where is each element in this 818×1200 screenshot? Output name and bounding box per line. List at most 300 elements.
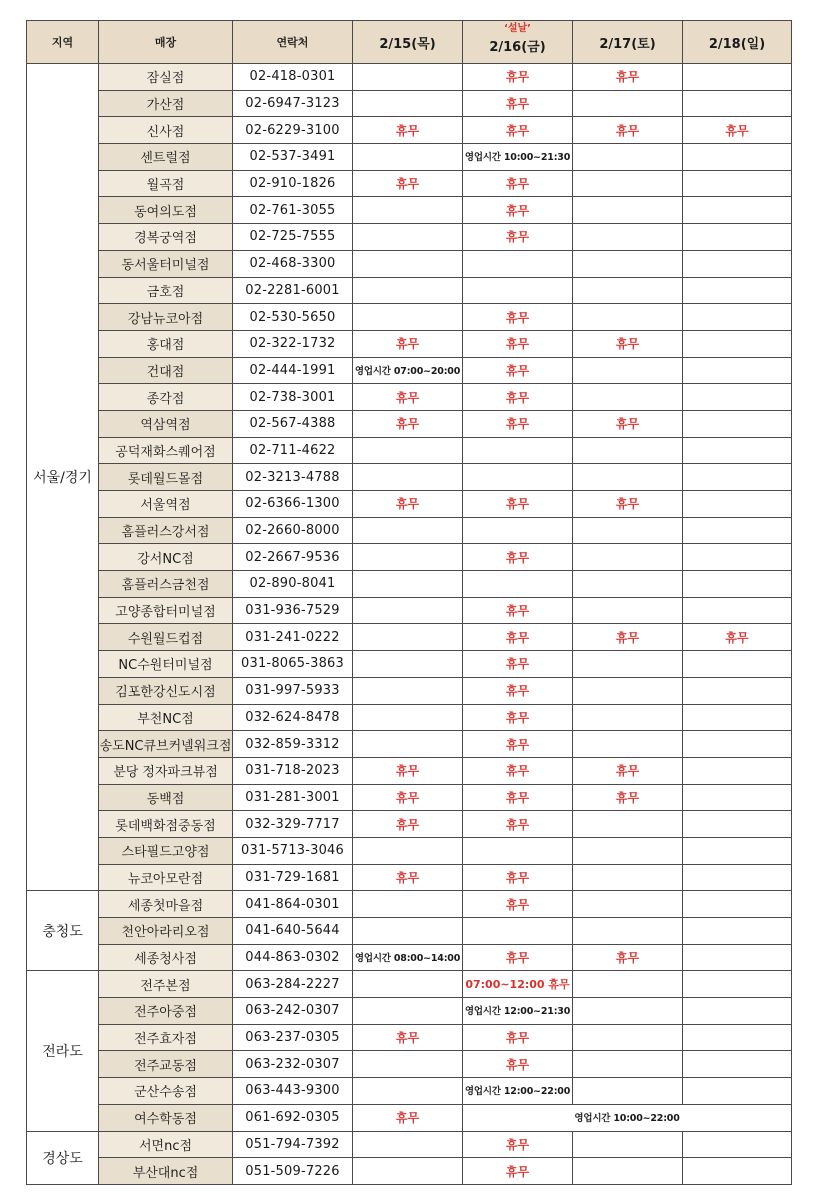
day4-cell bbox=[683, 517, 792, 544]
store-phone: 051-794-7392 bbox=[233, 1131, 353, 1158]
day1-cell bbox=[353, 998, 463, 1025]
store-phone: 031-241-0222 bbox=[233, 624, 353, 651]
day3-cell bbox=[573, 144, 683, 171]
table-row bbox=[27, 757, 792, 784]
store-phone: 031-281-3001 bbox=[233, 784, 353, 811]
store-name: 김포한강신도시점 bbox=[99, 677, 233, 704]
day1-cell bbox=[353, 1158, 463, 1185]
day1-cell bbox=[353, 651, 463, 678]
table-row bbox=[27, 998, 792, 1025]
store-phone: 02-444-1991 bbox=[233, 357, 353, 384]
day4-cell bbox=[683, 1158, 792, 1185]
store-phone: 063-284-2227 bbox=[233, 971, 353, 998]
table-row bbox=[27, 597, 792, 624]
day2-cell bbox=[463, 544, 573, 571]
day2-cell bbox=[463, 784, 573, 811]
day4-cell bbox=[683, 1051, 792, 1078]
day1-cell bbox=[353, 544, 463, 571]
day2-cell bbox=[463, 384, 573, 411]
day1-cell bbox=[353, 144, 463, 171]
day1-cell bbox=[353, 918, 463, 945]
day1-cell bbox=[353, 437, 463, 464]
day3-cell bbox=[573, 117, 683, 144]
table-row bbox=[27, 651, 792, 678]
closed-label: 휴무 bbox=[395, 390, 420, 405]
closed-label: 휴무 bbox=[395, 1031, 420, 1046]
day3-cell bbox=[573, 1024, 683, 1051]
closed-label: 휴무 bbox=[505, 657, 530, 672]
store-holiday-schedule bbox=[26, 20, 792, 1185]
store-name: 송도NC큐브커넬워크점 bbox=[99, 731, 233, 758]
store-name: 군산수송점 bbox=[99, 1078, 233, 1105]
store-phone: 031-5713-3046 bbox=[233, 837, 353, 864]
closed-label: 휴무 bbox=[505, 310, 530, 325]
store-name: 여수학동점 bbox=[99, 1104, 233, 1131]
day1-cell bbox=[353, 624, 463, 651]
day2-cell bbox=[463, 624, 573, 651]
store-name: 동서울터미널점 bbox=[99, 250, 233, 277]
store-phone: 02-2667-9536 bbox=[233, 544, 353, 571]
day2-cell bbox=[463, 117, 573, 144]
closed-label: 휴무 bbox=[505, 710, 530, 725]
day4-cell bbox=[683, 731, 792, 758]
day3-cell bbox=[573, 384, 683, 411]
day3-cell bbox=[573, 410, 683, 437]
store-phone: 031-936-7529 bbox=[233, 597, 353, 624]
store-phone: 02-537-3491 bbox=[233, 144, 353, 171]
store-phone: 02-6229-3100 bbox=[233, 117, 353, 144]
days-span-cell bbox=[463, 1104, 792, 1131]
hours-note: 영업시간 10:00~22:00 bbox=[574, 1113, 680, 1125]
day4-cell bbox=[683, 1131, 792, 1158]
day4-cell bbox=[683, 197, 792, 224]
day1-cell bbox=[353, 330, 463, 357]
day3-cell bbox=[573, 757, 683, 784]
table-row bbox=[27, 677, 792, 704]
store-name: 잠실점 bbox=[99, 64, 233, 91]
store-name: 역삼역점 bbox=[99, 410, 233, 437]
store-name: 세종첫마을점 bbox=[99, 891, 233, 918]
table-row bbox=[27, 811, 792, 838]
closed-label: 휴무 bbox=[505, 604, 530, 619]
store-name: 홈플러스강서점 bbox=[99, 517, 233, 544]
store-name: 수원월드컵점 bbox=[99, 624, 233, 651]
day4-cell bbox=[683, 971, 792, 998]
day2-cell bbox=[463, 330, 573, 357]
closed-label: 휴무 bbox=[505, 764, 530, 779]
store-phone: 031-718-2023 bbox=[233, 757, 353, 784]
table-row bbox=[27, 90, 792, 117]
header-region: 지역 bbox=[27, 21, 99, 64]
table-row bbox=[27, 304, 792, 331]
day3-cell bbox=[573, 891, 683, 918]
table-row bbox=[27, 170, 792, 197]
day2-cell bbox=[463, 1078, 573, 1105]
day3-cell bbox=[573, 624, 683, 651]
table-row bbox=[27, 144, 792, 171]
table-row bbox=[27, 864, 792, 891]
header-day2-date: 2/16(금) bbox=[489, 39, 546, 55]
day4-cell bbox=[683, 491, 792, 518]
store-name: 전주아중점 bbox=[99, 998, 233, 1025]
closed-label: 휴무 bbox=[615, 123, 640, 138]
day2-cell bbox=[463, 491, 573, 518]
store-phone: 02-322-1732 bbox=[233, 330, 353, 357]
store-phone: 02-468-3300 bbox=[233, 250, 353, 277]
day2-cell bbox=[463, 304, 573, 331]
closed-label: 휴무 bbox=[395, 337, 420, 352]
day4-cell bbox=[683, 64, 792, 91]
table-row bbox=[27, 624, 792, 651]
day2-cell bbox=[463, 517, 573, 544]
store-name: 건대점 bbox=[99, 357, 233, 384]
store-phone: 063-242-0307 bbox=[233, 998, 353, 1025]
closed-label: 휴무 bbox=[395, 123, 420, 138]
table-row bbox=[27, 1104, 792, 1131]
closed-label: 휴무 bbox=[505, 870, 530, 885]
store-phone: 02-6366-1300 bbox=[233, 491, 353, 518]
day4-cell bbox=[683, 624, 792, 651]
day2-cell bbox=[463, 464, 573, 491]
closed-label: 휴무 bbox=[505, 550, 530, 565]
day4-cell bbox=[683, 144, 792, 171]
header-store: 매장 bbox=[99, 21, 233, 64]
region-cell: 경상도 bbox=[27, 1131, 99, 1184]
closed-label: 휴무 bbox=[725, 123, 749, 138]
day4-cell bbox=[683, 277, 792, 304]
region-cell: 충청도 bbox=[27, 891, 99, 971]
table-row bbox=[27, 731, 792, 758]
day2-cell bbox=[463, 837, 573, 864]
table-row bbox=[27, 837, 792, 864]
day3-cell bbox=[573, 1131, 683, 1158]
day2-cell bbox=[463, 918, 573, 945]
day3-cell bbox=[573, 944, 683, 971]
day4-cell bbox=[683, 811, 792, 838]
table-row bbox=[27, 544, 792, 571]
day2-cell bbox=[463, 277, 573, 304]
store-phone: 02-761-3055 bbox=[233, 197, 353, 224]
closed-label: 휴무 bbox=[615, 417, 640, 432]
closed-label: 휴무 bbox=[505, 1164, 530, 1179]
closed-label: 휴무 bbox=[505, 337, 530, 352]
day4-cell bbox=[683, 784, 792, 811]
store-phone: 061-692-0305 bbox=[233, 1104, 353, 1131]
day2-cell bbox=[463, 757, 573, 784]
day1-cell bbox=[353, 1051, 463, 1078]
closed-label: 휴무 bbox=[615, 70, 640, 85]
day1-cell bbox=[353, 1104, 463, 1131]
closed-label: 휴무 bbox=[505, 790, 530, 805]
day2-cell bbox=[463, 90, 573, 117]
closed-label: 휴무 bbox=[505, 177, 530, 192]
table-row bbox=[27, 64, 792, 91]
day2-cell bbox=[463, 597, 573, 624]
day1-cell bbox=[353, 891, 463, 918]
store-name: 스타필드고양점 bbox=[99, 837, 233, 864]
store-name: 천안아라리오점 bbox=[99, 918, 233, 945]
day3-cell bbox=[573, 491, 683, 518]
closed-label: 휴무 bbox=[395, 817, 420, 832]
day1-cell bbox=[353, 677, 463, 704]
day4-cell bbox=[683, 677, 792, 704]
day3-cell bbox=[573, 1078, 683, 1105]
table-row bbox=[27, 250, 792, 277]
day3-cell bbox=[573, 731, 683, 758]
closed-label: 휴무 bbox=[505, 897, 530, 912]
day1-cell bbox=[353, 117, 463, 144]
day1-cell bbox=[353, 197, 463, 224]
day2-cell bbox=[463, 651, 573, 678]
store-phone: 031-729-1681 bbox=[233, 864, 353, 891]
day4-cell bbox=[683, 224, 792, 251]
table-row bbox=[27, 944, 792, 971]
day4-cell bbox=[683, 891, 792, 918]
store-name: 동백점 bbox=[99, 784, 233, 811]
day3-cell bbox=[573, 1158, 683, 1185]
store-phone: 044-863-0302 bbox=[233, 944, 353, 971]
day1-cell bbox=[353, 597, 463, 624]
day4-cell bbox=[683, 704, 792, 731]
store-name: 부산대nc점 bbox=[99, 1158, 233, 1185]
closed-label: 휴무 bbox=[505, 630, 530, 645]
day3-cell bbox=[573, 651, 683, 678]
store-name: 센트럴점 bbox=[99, 144, 233, 171]
closed-label: 휴무 bbox=[505, 203, 530, 218]
store-name: 전주교동점 bbox=[99, 1051, 233, 1078]
table-row bbox=[27, 277, 792, 304]
closed-label: 휴무 bbox=[395, 870, 420, 885]
day4-cell bbox=[683, 1024, 792, 1051]
day3-cell bbox=[573, 64, 683, 91]
day1-cell bbox=[353, 64, 463, 91]
day1-cell bbox=[353, 837, 463, 864]
day3-cell bbox=[573, 571, 683, 598]
day3-cell bbox=[573, 464, 683, 491]
day4-cell bbox=[683, 757, 792, 784]
schedule-table bbox=[26, 20, 792, 1185]
day3-cell bbox=[573, 517, 683, 544]
store-name: 서울역점 bbox=[99, 491, 233, 518]
store-phone: 063-443-9300 bbox=[233, 1078, 353, 1105]
hours-note: 영업시간 10:00~21:30 bbox=[464, 152, 571, 164]
store-name: 종각점 bbox=[99, 384, 233, 411]
day3-cell bbox=[573, 864, 683, 891]
store-name: NC수원터미널점 bbox=[99, 651, 233, 678]
schedule-body bbox=[27, 64, 792, 1185]
day4-cell bbox=[683, 1078, 792, 1105]
day3-cell bbox=[573, 277, 683, 304]
day1-cell bbox=[353, 224, 463, 251]
store-name: 롯데월드몰점 bbox=[99, 464, 233, 491]
closed-label: 휴무 bbox=[505, 684, 530, 699]
store-name: 전주효자점 bbox=[99, 1024, 233, 1051]
store-name: 롯데백화점중동점 bbox=[99, 811, 233, 838]
store-phone: 041-864-0301 bbox=[233, 891, 353, 918]
store-phone: 032-624-8478 bbox=[233, 704, 353, 731]
day2-cell bbox=[463, 224, 573, 251]
day1-cell bbox=[353, 944, 463, 971]
day2-cell bbox=[463, 971, 573, 998]
day4-cell bbox=[683, 357, 792, 384]
store-phone: 02-890-8041 bbox=[233, 571, 353, 598]
holiday-label: ‘설날’ bbox=[504, 22, 531, 34]
store-phone: 02-2281-6001 bbox=[233, 277, 353, 304]
closed-label: 휴무 bbox=[505, 737, 530, 752]
table-row bbox=[27, 704, 792, 731]
day1-cell bbox=[353, 757, 463, 784]
store-name: 공덕재화스퀘어점 bbox=[99, 437, 233, 464]
closed-label: 휴무 bbox=[505, 97, 530, 112]
store-name: 홍대점 bbox=[99, 330, 233, 357]
closed-label: 휴무 bbox=[505, 951, 530, 966]
store-phone: 02-6947-3123 bbox=[233, 90, 353, 117]
day4-cell bbox=[683, 864, 792, 891]
table-row bbox=[27, 1158, 792, 1185]
closed-label: 휴무 bbox=[505, 1031, 530, 1046]
day2-cell bbox=[463, 1131, 573, 1158]
day2-cell bbox=[463, 64, 573, 91]
table-row bbox=[27, 437, 792, 464]
closed-label: 휴무 bbox=[505, 497, 530, 512]
day3-cell bbox=[573, 998, 683, 1025]
store-name: 부천NC점 bbox=[99, 704, 233, 731]
header-row bbox=[27, 21, 792, 64]
region-cell: 서울/경기 bbox=[27, 64, 99, 891]
day2-cell bbox=[463, 811, 573, 838]
closed-label: 휴무 bbox=[505, 363, 530, 378]
closed-label: 휴무 bbox=[505, 1137, 530, 1152]
table-row bbox=[27, 918, 792, 945]
day3-cell bbox=[573, 357, 683, 384]
store-name: 세종청사점 bbox=[99, 944, 233, 971]
day1-cell bbox=[353, 811, 463, 838]
day1-cell bbox=[353, 731, 463, 758]
day1-cell bbox=[353, 384, 463, 411]
store-phone: 032-329-7717 bbox=[233, 811, 353, 838]
day3-cell bbox=[573, 704, 683, 731]
day2-cell bbox=[463, 731, 573, 758]
day3-cell bbox=[573, 197, 683, 224]
day3-cell bbox=[573, 437, 683, 464]
day2-cell bbox=[463, 864, 573, 891]
day3-cell bbox=[573, 677, 683, 704]
day1-cell bbox=[353, 1024, 463, 1051]
store-name: 뉴코아모란점 bbox=[99, 864, 233, 891]
table-row bbox=[27, 117, 792, 144]
day2-cell bbox=[463, 704, 573, 731]
day1-cell bbox=[353, 971, 463, 998]
day4-cell bbox=[683, 597, 792, 624]
store-name: 서면nc점 bbox=[99, 1131, 233, 1158]
day2-cell bbox=[463, 170, 573, 197]
day4-cell bbox=[683, 170, 792, 197]
day3-cell bbox=[573, 811, 683, 838]
closed-label: 휴무 bbox=[615, 630, 640, 645]
table-row bbox=[27, 1024, 792, 1051]
table-row bbox=[27, 410, 792, 437]
store-phone: 063-232-0307 bbox=[233, 1051, 353, 1078]
day2-cell bbox=[463, 437, 573, 464]
hours-note: 영업시간 12:00~22:00 bbox=[464, 1086, 571, 1098]
closed-label: 휴무 bbox=[505, 390, 530, 405]
day3-cell bbox=[573, 971, 683, 998]
closed-label: 휴무 bbox=[725, 630, 749, 645]
store-phone: 051-509-7226 bbox=[233, 1158, 353, 1185]
closed-label: 휴무 bbox=[505, 417, 530, 432]
store-phone: 02-738-3001 bbox=[233, 384, 353, 411]
day1-cell bbox=[353, 864, 463, 891]
store-phone: 031-8065-3863 bbox=[233, 651, 353, 678]
table-row bbox=[27, 197, 792, 224]
table-row bbox=[27, 464, 792, 491]
store-phone: 02-725-7555 bbox=[233, 224, 353, 251]
region-cell: 전라도 bbox=[27, 971, 99, 1131]
closed-label: 휴무 bbox=[395, 764, 420, 779]
closed-label: 휴무 bbox=[615, 790, 640, 805]
closed-label: 휴무 bbox=[505, 123, 530, 138]
table-row bbox=[27, 1051, 792, 1078]
store-phone: 02-2660-8000 bbox=[233, 517, 353, 544]
table-row bbox=[27, 224, 792, 251]
table-row bbox=[27, 384, 792, 411]
day1-cell bbox=[353, 250, 463, 277]
store-name: 분당 정자파크뷰점 bbox=[99, 757, 233, 784]
day1-cell bbox=[353, 491, 463, 518]
store-phone: 031-997-5933 bbox=[233, 677, 353, 704]
day1-cell bbox=[353, 410, 463, 437]
store-phone: 02-910-1826 bbox=[233, 170, 353, 197]
store-phone: 02-567-4388 bbox=[233, 410, 353, 437]
day3-cell bbox=[573, 597, 683, 624]
closed-label: 휴무 bbox=[395, 417, 420, 432]
day2-cell bbox=[463, 144, 573, 171]
store-name: 홈플러스금천점 bbox=[99, 571, 233, 598]
closed-label: 휴무 bbox=[505, 70, 530, 85]
day1-cell bbox=[353, 784, 463, 811]
store-name: 전주본점 bbox=[99, 971, 233, 998]
day3-cell bbox=[573, 90, 683, 117]
day4-cell bbox=[683, 918, 792, 945]
table-row bbox=[27, 1131, 792, 1158]
store-name: 동여의도점 bbox=[99, 197, 233, 224]
store-phone: 063-237-0305 bbox=[233, 1024, 353, 1051]
store-name: 신사점 bbox=[99, 117, 233, 144]
store-name: 월곡점 bbox=[99, 170, 233, 197]
store-name: 금호점 bbox=[99, 277, 233, 304]
day4-cell bbox=[683, 384, 792, 411]
day4-cell bbox=[683, 571, 792, 598]
day2-cell bbox=[463, 998, 573, 1025]
store-name: 고양종합터미널점 bbox=[99, 597, 233, 624]
header-day1: 2/15(목) bbox=[353, 21, 463, 64]
closed-label: 휴무 bbox=[395, 1111, 420, 1126]
table-row bbox=[27, 330, 792, 357]
closed-label: 휴무 bbox=[505, 817, 530, 832]
closed-label: 휴무 bbox=[615, 951, 640, 966]
store-phone: 02-711-4622 bbox=[233, 437, 353, 464]
day4-cell bbox=[683, 837, 792, 864]
table-row bbox=[27, 971, 792, 998]
day3-cell bbox=[573, 784, 683, 811]
day4-cell bbox=[683, 464, 792, 491]
closed-label: 휴무 bbox=[505, 1057, 530, 1072]
day4-cell bbox=[683, 250, 792, 277]
day1-cell bbox=[353, 1131, 463, 1158]
day2-cell bbox=[463, 410, 573, 437]
day1-cell bbox=[353, 517, 463, 544]
store-phone: 02-418-0301 bbox=[233, 64, 353, 91]
